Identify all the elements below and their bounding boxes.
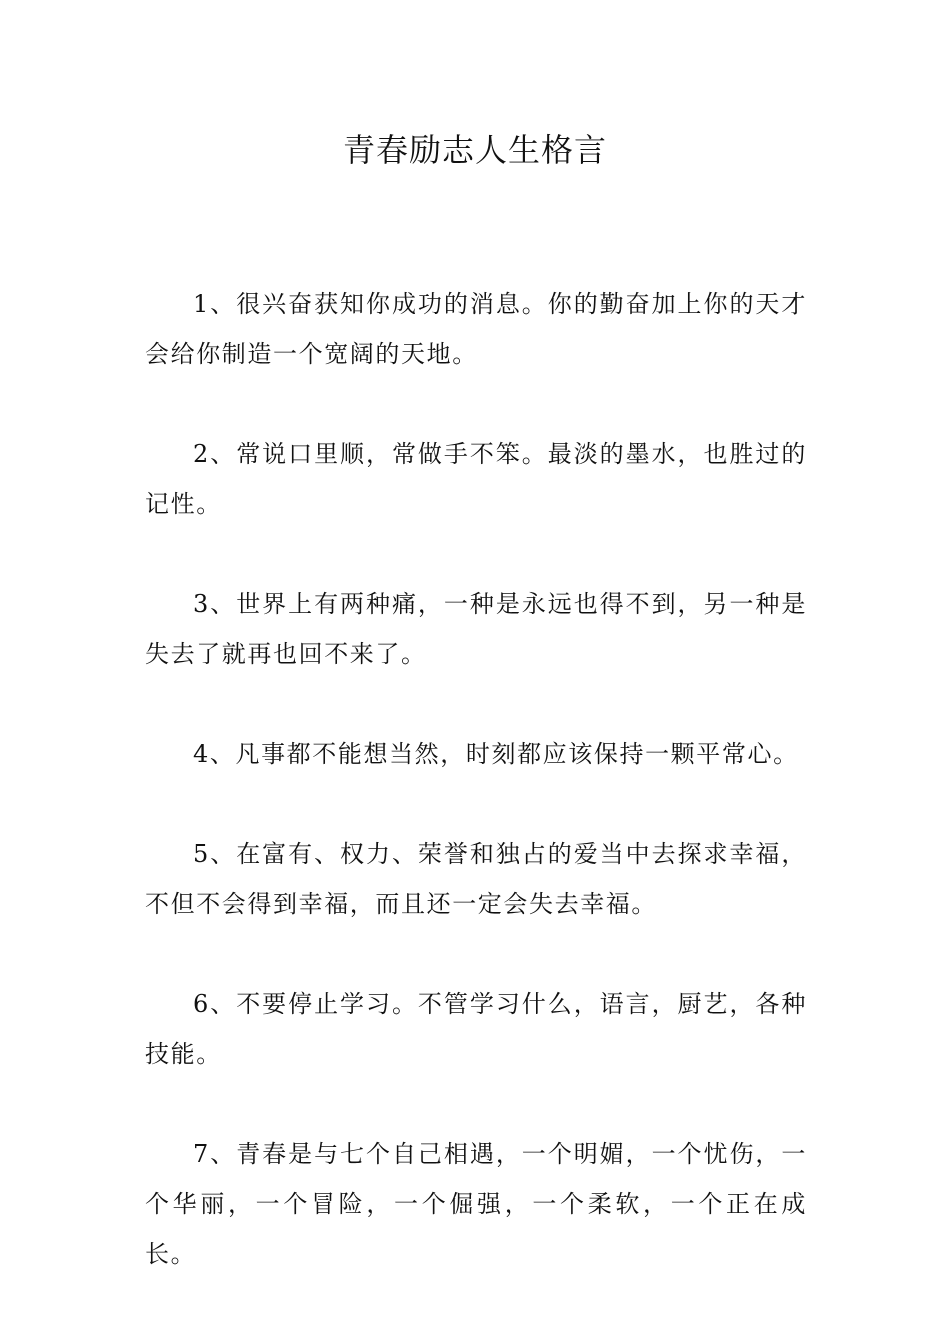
quote-item-7: 7、青春是与七个自己相遇，一个明媚，一个忧伤，一个华丽，一个冒险，一个倔强，一个柔软，一个正在成长。 (145, 1140, 807, 1268)
quote-item-6: 6、不要停止学习。不管学习什么，语言，厨艺，各种技能。 (145, 990, 807, 1068)
quote-list (145, 279, 807, 1329)
quote-item-5: 5、在富有、权力、荣誉和独占的爱当中去探求幸福，不但不会得到幸福，而且还一定会失去幸福。 (145, 840, 807, 918)
quote-item-3: 3、世界上有两种痛，一种是永远也得不到，另一种是失去了就再也回不来了。 (145, 590, 807, 668)
quote-item-1: 1、很兴奋获知你成功的消息。你的勤奋加上你的天才会给你制造一个宽阔的天地。 (145, 290, 807, 368)
quote-item-2: 2、常说口里顺，常做手不笨。最淡的墨水，也胜过的记性。 (145, 440, 807, 518)
quote-item-4: 4、凡事都不能想当然，时刻都应该保持一颗平常心。 (193, 740, 799, 768)
document-title: 青春励志人生格言 (342, 131, 607, 169)
